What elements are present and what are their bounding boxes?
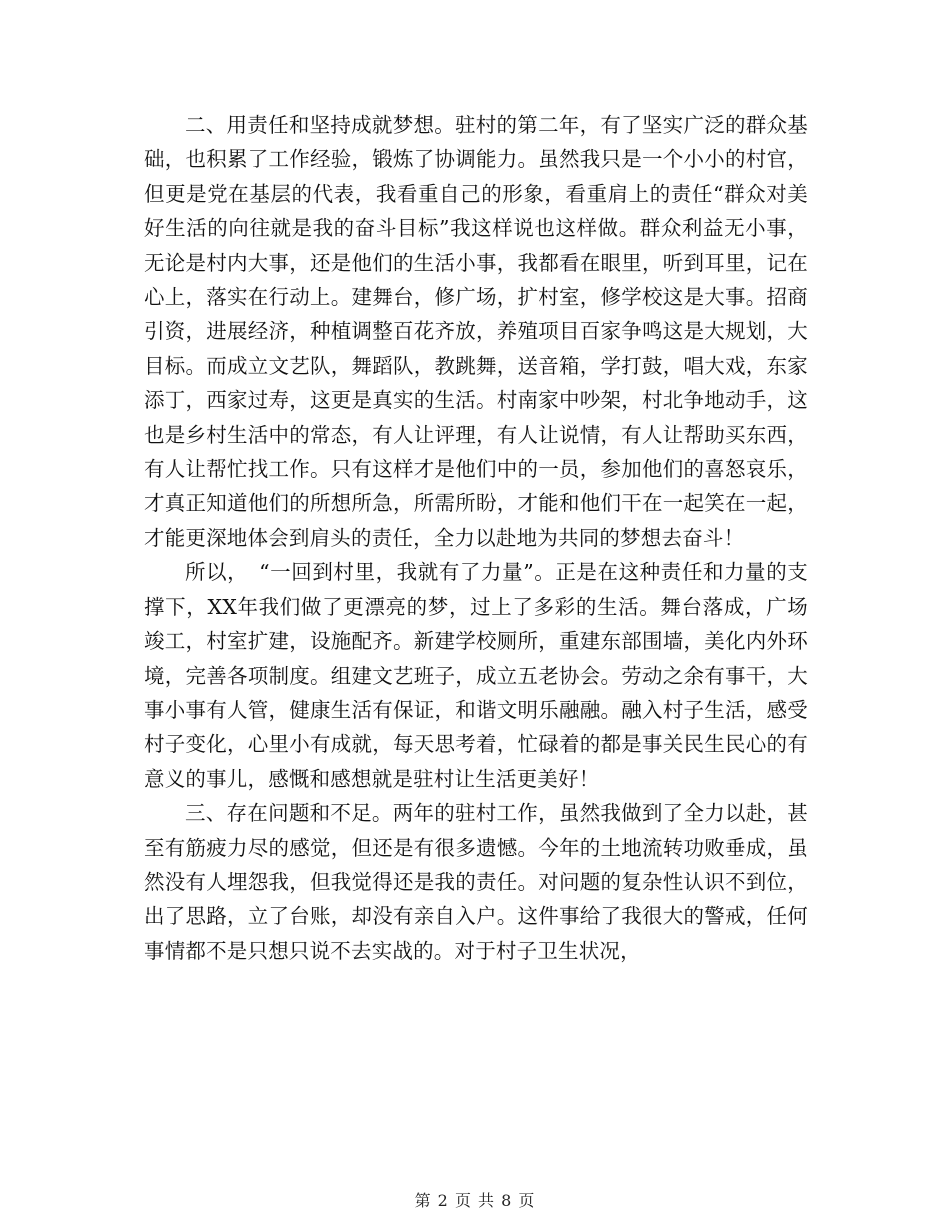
paragraph-summary: 所以， “一回到村里，我就有了力量”。正是在这种责任和力量的支撑下，XX年我们做了更漂亮的梦，过上了多彩的生活。舞台落成，广场竣工，村室扩建，设施配齐。新建学校厕所，重建东部围墙，美化内外环境，完善各项制度。组建文艺班子，成立五老协会。劳动之余有事干，大事小事有人管，健康生活有保证，和谐文明乐融融。融入村子生活，感受村子变化，心里小有成就，每天思考着，忙碌着的都是事关民生民心的有意义的事儿，感慨和感想就是驻村让生活更美好！ (144, 560, 808, 791)
page-number-footer: 第 2 页 共 8 页 (414, 1191, 536, 1210)
document-body (144, 108, 808, 968)
paragraph-section-three: 三、存在问题和不足。两年的驻村工作，虽然我做到了全力以赴，甚至有筋疲力尽的感觉，但还是有很多遗憾。今年的土地流转功败垂成，虽然没有人埋怨我，但我觉得还是我的责任。对问题的复杂性认识不到位，出了思路，立了台账，却没有亲自入户。这件事给了我很大的警戒，任何事情都不是只想只说不去实战的。对于村子卫生状况， (144, 801, 808, 963)
paragraph-section-two: 二、用责任和坚持成就梦想。驻村的第二年，有了坚实广泛的群众基础，也积累了工作经验，锻炼了协调能力。虽然我只是一个小小的村官，但更是党在基层的代表，我看重自己的形象，看重肩上的责任“群众对美好生活的向往就是我的奋斗目标”我这样说也这样做。群众利益无小事，无论是村内大事，还是他们的生活小事，我都看在眼里，听到耳里，记在心上，落实在行动上。建舞台，修广场，扩村室，修学校这是大事。招商引资，进展经济，种植调整百花齐放，养殖项目百家争鸣这是大规划，大目标。而成立文艺队，舞蹈队，教跳舞，送音箱，学打鼓，唱大戏，东家添丁，西家过寿，这更是真实的生活。村南家中吵架，村北争地动手，这也是乡村生活中的常态，有人让评理，有人让说情，有人让帮助买东西，有人让帮忙找工作。只有这样才是他们中的一员，参加他们的喜怒哀乐，才真正知道他们的所想所急，所需所盼，才能和他们干在一起笑在一起，才能更深地体会到肩头的责任，全力以赴地为共同的梦想去奋斗！ (144, 113, 808, 550)
